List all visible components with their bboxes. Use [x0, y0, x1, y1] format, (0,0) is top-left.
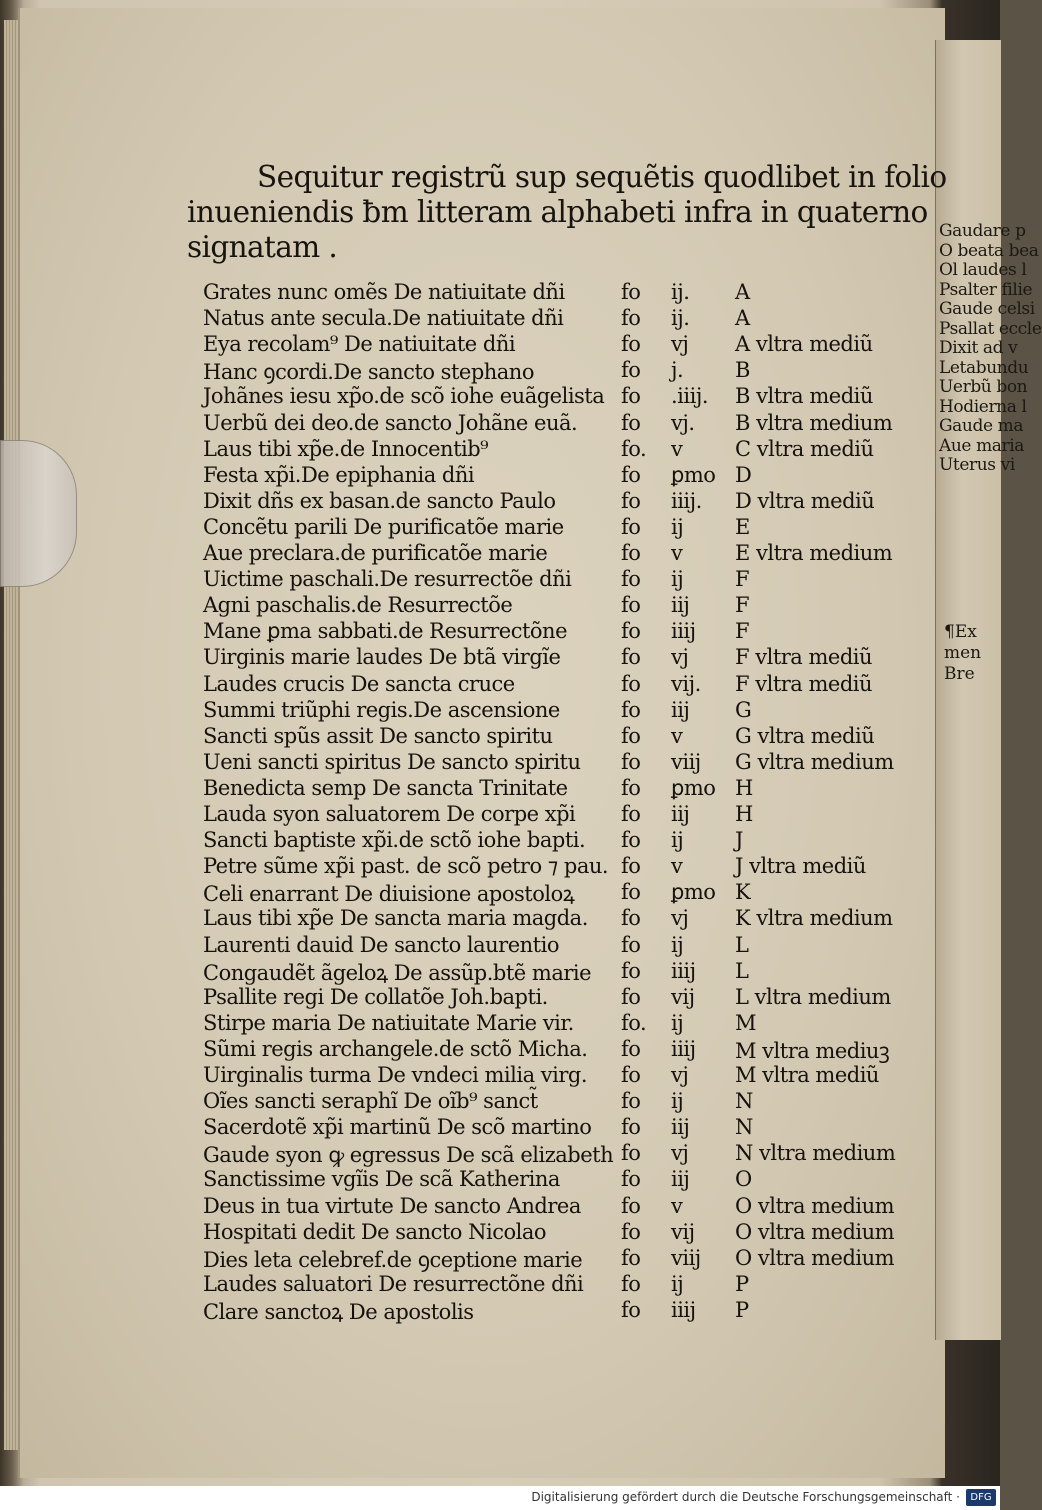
entry-folio-label: fo — [621, 332, 641, 357]
footer-credit: Digitalisierung gefördert durch die Deutsche Forschungsgemeinschaft · — [531, 1490, 960, 1504]
heading-line-1: Sequitur registrũ sup sequẽtis quodlibet in folio — [257, 160, 947, 194]
entry-title: Clare sanctoꝝ De apostolis — [203, 1299, 474, 1324]
register-entry — [203, 959, 943, 985]
entry-folio-label: fo — [621, 1063, 641, 1087]
entry-title: Sacerdotẽ xp̃i martinũ De scõ martino — [203, 1115, 592, 1140]
entry-folio-number: ij — [671, 828, 684, 853]
entry-title: Celi enarrant De diuisione apostoloꝝ — [203, 882, 575, 907]
entry-title: Natus ante secula.De natiuitate dñi — [203, 306, 564, 331]
entry-title: Laudes crucis De sancta cruce — [203, 671, 515, 696]
register-entry — [203, 776, 943, 802]
entry-folio-label: fo — [621, 1115, 641, 1140]
entry-folio-number: vj — [671, 645, 689, 670]
register-entry — [203, 358, 943, 384]
entry-title: Lauda syon saluatorem De corpe xp̃i — [203, 802, 576, 826]
entry-folio-number: iij — [671, 1115, 690, 1140]
entry-folio-number: iiij. — [671, 488, 702, 513]
entry-title: Eya recolam⁹ De natiuitate dñi — [203, 332, 516, 357]
facing-page-lines — [936, 40, 1042, 476]
entry-folio-label: fo — [621, 697, 641, 722]
entry-folio-label: fo — [621, 1271, 641, 1296]
entry-folio-number: vij — [671, 984, 695, 1009]
register-entry — [203, 985, 943, 1011]
entry-folio-number: iij — [671, 593, 690, 618]
register-entry — [203, 645, 943, 671]
entry-quire-letter: F — [735, 567, 750, 592]
facing-page-lower-line: men — [944, 643, 982, 663]
entry-title: Dixit dñs ex basan.de sancto Paulo — [203, 488, 556, 513]
entry-title: Uirginalis turma De vndeci milia virg. — [203, 1063, 587, 1087]
entry-title: Sanctissime vgĩis De scã Katherina — [203, 1167, 560, 1192]
entry-title: Laus tibi xp̃e De sancta maria magda. — [203, 906, 588, 931]
entry-folio-number: iij — [671, 1167, 690, 1192]
facing-page-lower-line: ¶Ex — [944, 622, 977, 642]
facing-page-line: Ol laudes l — [939, 260, 1027, 280]
entry-title: Laus tibi xp̃e.de Innocentib⁹ — [203, 436, 489, 461]
register-entry — [203, 1141, 943, 1167]
facing-page-line: Hodierna l — [939, 396, 1027, 417]
entry-quire-letter: N — [735, 1089, 753, 1114]
entry-quire-letter: G — [735, 697, 752, 722]
entry-folio-label: fo. — [621, 1010, 647, 1035]
entry-quire-letter: F — [735, 593, 750, 618]
entry-folio-number: iiij — [671, 1036, 696, 1061]
entry-quire-letter: P — [735, 1297, 749, 1322]
entry-quire-letter: M — [735, 1010, 757, 1035]
register-heading — [187, 160, 947, 265]
entry-folio-label: fo — [621, 828, 641, 853]
entry-folio-label: fo — [621, 723, 641, 748]
entry-folio-label: fo. — [621, 436, 647, 461]
register-entry — [203, 593, 943, 619]
register-entry — [203, 1011, 943, 1037]
register-entry — [203, 1220, 943, 1246]
entry-quire-letter: F vltra mediũ — [735, 671, 873, 696]
entry-folio-label: fo — [621, 984, 641, 1009]
facing-page-line: Gaudare p — [939, 221, 1026, 241]
register-entry — [203, 1063, 943, 1089]
register-entry — [203, 437, 943, 463]
entry-quire-letter: N vltra medium — [735, 1141, 896, 1166]
entry-folio-number: ꝑmo — [671, 775, 716, 800]
entry-title: Concẽtu parili De purificatõe marie — [203, 514, 564, 539]
entry-title: Agni paschalis.de Resurrectõe — [203, 593, 513, 618]
entry-title: Sancti baptiste xp̃i.de sctõ iohe bapti. — [203, 828, 586, 853]
entry-title: Congaudẽt ãgeloꝝ De assũp.btẽ marie — [203, 960, 592, 985]
entry-quire-letter: O — [735, 1167, 752, 1192]
facing-page-line: Uterus vi — [939, 455, 1015, 475]
register-entry — [203, 332, 943, 358]
entry-folio-number: v — [671, 436, 683, 461]
entry-title: Festa xp̃i.De epiphania dñi — [203, 462, 475, 487]
entry-folio-number: v — [671, 541, 683, 565]
entry-quire-letter: B vltra medium — [735, 410, 893, 435]
entry-folio-label: fo — [621, 1297, 641, 1322]
entry-quire-letter: G vltra medium — [735, 749, 894, 774]
entry-folio-number: iij — [671, 802, 690, 826]
entry-folio-label: fo — [621, 1193, 641, 1218]
entry-folio-label: fo — [621, 306, 641, 331]
entry-quire-letter: N — [735, 1115, 753, 1140]
entry-quire-letter: O vltra medium — [735, 1193, 895, 1218]
entry-quire-letter: A — [735, 280, 750, 304]
entry-folio-number: viij — [671, 749, 701, 774]
register-entry — [203, 724, 943, 750]
facing-page-line: Psalter filie — [939, 279, 1033, 300]
register-entry — [203, 280, 943, 306]
entry-folio-number: vj — [671, 332, 689, 357]
entry-folio-number: ij — [671, 567, 684, 592]
entry-quire-letter: O vltra medium — [735, 1219, 895, 1244]
facing-page-lower — [944, 622, 981, 685]
entry-folio-label: fo — [621, 384, 641, 409]
entry-folio-label: fo — [621, 958, 641, 983]
entry-folio-label: fo — [621, 1089, 641, 1114]
entry-folio-label: fo — [621, 280, 641, 304]
register-entry — [203, 1298, 943, 1324]
entry-title: Petre sũme xp̃i past. de scõ petro ⁊ pau. — [203, 854, 609, 879]
register-entry — [203, 750, 943, 776]
entry-title: Stirpe maria De natiuitate Marie vir. — [203, 1010, 574, 1035]
entry-folio-label: fo — [621, 1167, 641, 1192]
entry-title: Oĩes sancti seraphĩ De oĩb⁹ sanct̃ — [203, 1089, 538, 1114]
entry-quire-letter: P — [735, 1271, 749, 1296]
entry-folio-label: fo — [621, 462, 641, 487]
entry-folio-number: ij. — [671, 306, 690, 331]
facing-page-line: Uerbũ bon — [939, 377, 1028, 397]
facing-page-line: Psallat eccle — [939, 318, 1042, 339]
entry-folio-number: v — [671, 854, 683, 879]
entry-folio-number: vj. — [671, 410, 695, 435]
register-entry — [203, 698, 943, 724]
entry-folio-number: iiij — [671, 619, 696, 644]
entry-quire-letter: O vltra medium — [735, 1245, 895, 1270]
register-entry — [203, 567, 943, 593]
entry-folio-number: v — [671, 723, 683, 748]
entry-folio-number: .iiij. — [671, 384, 709, 409]
entry-folio-label: fo — [621, 619, 641, 644]
heading-line-2: inueniendis ƀm litteram alphabeti infra in quaterno — [187, 195, 928, 229]
register-entry — [203, 1272, 943, 1298]
entry-title: Hanc ꝯcordi.De sancto stephano — [203, 360, 534, 385]
entry-quire-letter: H — [735, 802, 753, 826]
entry-quire-letter: G vltra mediũ — [735, 723, 875, 748]
facing-page-line: Gaude ma — [939, 416, 1024, 436]
entry-folio-label: fo — [621, 1219, 641, 1244]
entry-title: Ueni sancti spiritus De sancto spiritu — [203, 749, 581, 774]
facing-page-lower-line: Bre — [944, 664, 975, 684]
entry-title: Uirginis marie laudes De btã virgĩe — [203, 645, 561, 670]
entry-folio-number: viij — [671, 1245, 701, 1270]
entry-folio-label: fo — [621, 1036, 641, 1061]
entry-quire-letter: A vltra mediũ — [735, 332, 873, 357]
entry-title: Dies leta celebref.de ꝯceptione marie — [203, 1247, 583, 1272]
entry-folio-number: iiij — [671, 958, 696, 983]
facing-page-line: Gaude celsi — [939, 299, 1035, 319]
entry-folio-label: fo — [621, 1245, 641, 1270]
entry-folio-number: vij — [671, 1219, 695, 1244]
entry-quire-letter: K — [735, 880, 751, 905]
entry-title: Uictime paschali.De resurrectõe dñi — [203, 567, 572, 592]
register-entry — [203, 1115, 943, 1141]
register-entry — [203, 828, 943, 854]
entry-folio-label: fo — [621, 932, 641, 957]
entry-title: Psallite regi De collatõe Joh.bapti. — [203, 984, 548, 1009]
entry-folio-number: ij — [671, 932, 684, 957]
entry-folio-number: ij — [671, 514, 684, 539]
register-entry — [203, 619, 943, 645]
facing-page-fragment — [935, 40, 1042, 1340]
page-edges — [4, 20, 18, 1450]
entry-folio-label: fo — [621, 1141, 641, 1166]
entry-folio-label: fo — [621, 880, 641, 905]
entry-folio-label: fo — [621, 802, 641, 826]
dfg-logo: DFG — [966, 1489, 996, 1506]
register-entry — [203, 463, 943, 489]
entry-quire-letter: B vltra mediũ — [735, 384, 873, 409]
entry-title: Hospitati dedit De sancto Nicolao — [203, 1219, 546, 1244]
heading-line-3: signatam . — [187, 230, 338, 264]
facing-page-line: O beata bea — [939, 240, 1039, 261]
register-entry — [203, 489, 943, 515]
entry-folio-label: fo — [621, 906, 641, 931]
entry-folio-label: fo — [621, 775, 641, 800]
register-entry — [203, 1246, 943, 1272]
entry-folio-label: fo — [621, 488, 641, 513]
entry-quire-letter: L — [735, 932, 749, 957]
entry-title: Johãnes iesu xp̃o.de scõ iohe euãgelista — [203, 384, 605, 409]
entry-title: Gaude syon ꝙ egressus De scã elizabeth — [203, 1143, 614, 1168]
entry-title: Laurenti dauid De sancto laurentio — [203, 932, 559, 957]
entry-folio-number: ꝑmo — [671, 462, 716, 487]
entry-folio-label: fo — [621, 645, 641, 670]
register-entry — [203, 1167, 943, 1193]
entry-folio-label: fo — [621, 749, 641, 774]
register-entry — [203, 672, 943, 698]
entry-folio-label: fo — [621, 514, 641, 539]
entry-folio-label: fo — [621, 541, 641, 565]
entry-quire-letter: D — [735, 462, 752, 487]
entry-folio-number: ij — [671, 1089, 684, 1114]
entry-folio-number: vj — [671, 1063, 689, 1087]
entry-folio-number: vj — [671, 1141, 689, 1166]
entry-title: Summi triũphi regis.De ascensione — [203, 697, 560, 722]
entry-quire-letter: M vltra mediũ — [735, 1063, 879, 1087]
entry-folio-label: fo — [621, 567, 641, 592]
register-entry — [203, 1194, 943, 1220]
entry-folio-number: ij. — [671, 280, 690, 304]
entry-folio-number: ij — [671, 1271, 684, 1296]
entry-title: Mane ꝑma sabbati.de Resurrectõne — [203, 619, 568, 644]
register-entry — [203, 802, 943, 828]
entry-folio-number: ꝑmo — [671, 880, 716, 905]
facing-page-line: Letabundu — [939, 357, 1029, 378]
register-entry — [203, 880, 943, 906]
register-entry — [203, 906, 943, 932]
entry-quire-letter: J — [735, 828, 743, 853]
entry-folio-number: ij — [671, 1010, 684, 1035]
entry-folio-label: fo — [621, 593, 641, 618]
entry-title: Sũmi regis archangele.de sctõ Micha. — [203, 1036, 588, 1061]
entry-folio-label: fo — [621, 358, 641, 383]
entry-title: Benedicta semp De sancta Trinitate — [203, 775, 568, 800]
entry-folio-number: j. — [671, 358, 684, 383]
entry-quire-letter: F vltra mediũ — [735, 645, 873, 670]
facing-page-line: Dixit ad v — [939, 338, 1018, 358]
entry-quire-letter: M vltra mediuꝫ — [735, 1038, 890, 1063]
register-entry — [203, 515, 943, 541]
entry-quire-letter: A — [735, 306, 750, 331]
register-entry — [203, 1089, 943, 1115]
entry-quire-letter: E — [735, 514, 750, 539]
facing-page-line: Aue maria — [939, 435, 1025, 456]
register-entry — [203, 384, 943, 410]
entry-folio-label: fo — [621, 410, 641, 435]
entry-quire-letter: D vltra mediũ — [735, 488, 875, 513]
entry-title: Laudes saluatori De resurrectõne dñi — [203, 1271, 584, 1296]
entry-quire-letter: L vltra medium — [735, 984, 891, 1009]
entry-title: Deus in tua virtute De sancto Andrea — [203, 1193, 581, 1218]
entry-folio-number: v — [671, 1193, 683, 1218]
entry-title: Grates nunc omẽs De natiuitate dñi — [203, 280, 565, 304]
entry-folio-label: fo — [621, 854, 641, 879]
entry-title: Uerbũ dei deo.de sancto Johãne euã. — [203, 410, 578, 435]
entry-folio-number: iij — [671, 697, 690, 722]
entry-folio-number: iiij — [671, 1297, 696, 1322]
entry-quire-letter: L — [735, 958, 749, 983]
entry-folio-label: fo — [621, 671, 641, 696]
entry-quire-letter: J vltra mediũ — [735, 854, 866, 879]
entry-title: Aue preclara.de purificatõe marie — [203, 541, 548, 565]
entry-quire-letter: B — [735, 358, 750, 383]
entry-folio-number: vj — [671, 906, 689, 931]
entry-quire-letter: F — [735, 619, 750, 644]
entry-quire-letter: H — [735, 775, 753, 800]
footer-bar — [0, 1486, 1000, 1510]
page-clip — [0, 440, 77, 587]
register-entry — [203, 306, 943, 332]
register-entry — [203, 411, 943, 437]
entry-quire-letter: E vltra medium — [735, 541, 893, 565]
entry-folio-number: vij. — [671, 671, 701, 696]
register-entry — [203, 1037, 943, 1063]
entry-quire-letter: C vltra mediũ — [735, 436, 874, 461]
entry-quire-letter: K vltra medium — [735, 906, 893, 931]
entry-title: Sancti spũs assit De sancto spiritu — [203, 723, 553, 748]
register-entry — [203, 854, 943, 880]
register-entry — [203, 933, 943, 959]
register-entry — [203, 541, 943, 567]
